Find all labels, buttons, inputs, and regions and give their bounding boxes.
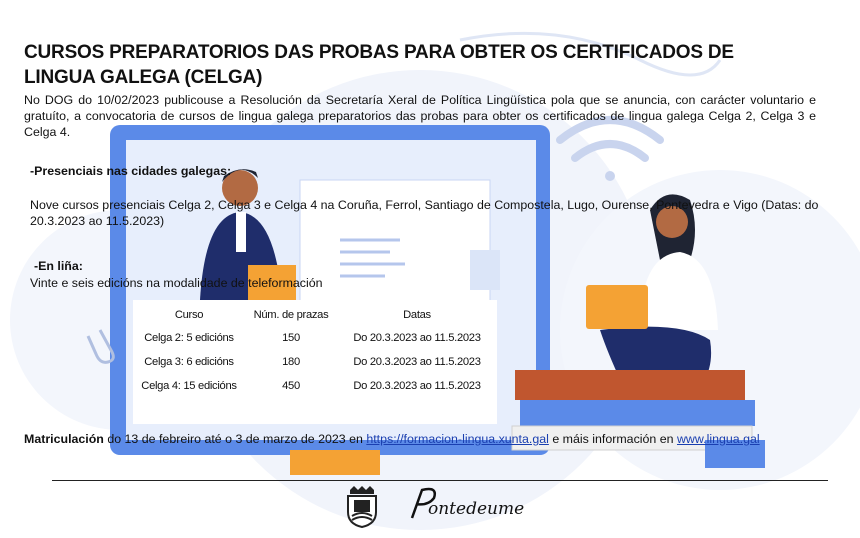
table-cell: 150 <box>282 332 300 344</box>
table-row <box>137 326 493 350</box>
table-cell: 450 <box>282 380 300 392</box>
table-cell: 180 <box>282 356 300 368</box>
enrollment-footer <box>24 432 760 446</box>
column-header-curso: Curso <box>174 309 204 321</box>
table-cell: Celga 3: 6 edicións <box>144 356 234 368</box>
section-text-online: Vinte e seis edicións na modalidade de teleformación <box>30 276 323 290</box>
table-cell: Do 20.3.2023 ao 11.5.2023 <box>353 332 481 344</box>
table-cell: Celga 2: 5 edicións <box>144 332 234 344</box>
table-row <box>137 374 493 398</box>
page-title: CURSOS PREPARATORIOS DAS PROBAS PARA OBTER OS CERTIFICADOS DE LINGUA GALEGA (CELGA) <box>24 42 734 88</box>
enrollment-dates-text: do 13 de febreiro até o 3 de marzo de 2023 en <box>103 432 367 446</box>
enrollment-label: Matriculación <box>24 432 104 446</box>
section-heading-presencial: -Presenciais nas cidades galegas: <box>30 164 232 178</box>
table-header-row <box>137 304 493 326</box>
more-info-text: e máis información en <box>548 432 677 446</box>
enrollment-link[interactable]: https://formacion-lingua.xunta.gal <box>366 432 549 446</box>
table-row <box>137 350 493 374</box>
courses-table <box>137 304 493 398</box>
section-heading-online: -En liña: <box>34 259 83 273</box>
column-header-prazas: Núm. de prazas <box>253 309 329 321</box>
table-cell: Celga 4: 15 edicións <box>141 380 237 392</box>
pontedeume-logo <box>398 484 528 524</box>
column-header-datas: Datas <box>403 309 431 321</box>
courses-table-box <box>133 300 497 424</box>
logo-text: ontedeume <box>428 499 525 519</box>
intro-paragraph: No DOG do 10/02/2023 publicouse a Resolución da Secretaría Xeral de Política Lingüística pola que se anuncia, con carácter voluntario e gratuíto, a convocatoria de cursos de lingua galega preparatorios das probas para obter os certificados de lingua galega Celga 2, Celga 3 e Celga 4. <box>24 93 816 139</box>
table-cell: Do 20.3.2023 ao 11.5.2023 <box>353 380 481 392</box>
coat-of-arms-icon <box>344 484 380 528</box>
footer-divider <box>52 480 828 481</box>
table-cell: Do 20.3.2023 ao 11.5.2023 <box>353 356 481 368</box>
more-info-link[interactable]: www.lingua.gal <box>676 432 760 446</box>
section-text-presencial: Nove cursos presenciais Celga 2, Celga 3 e Celga 4 na Coruña, Ferrol, Santiago de Compostela, Lugo, Ourense, Pontevedra e Vigo (Datas: do 20.3.2023 ao 11.5.2023) <box>30 198 819 228</box>
